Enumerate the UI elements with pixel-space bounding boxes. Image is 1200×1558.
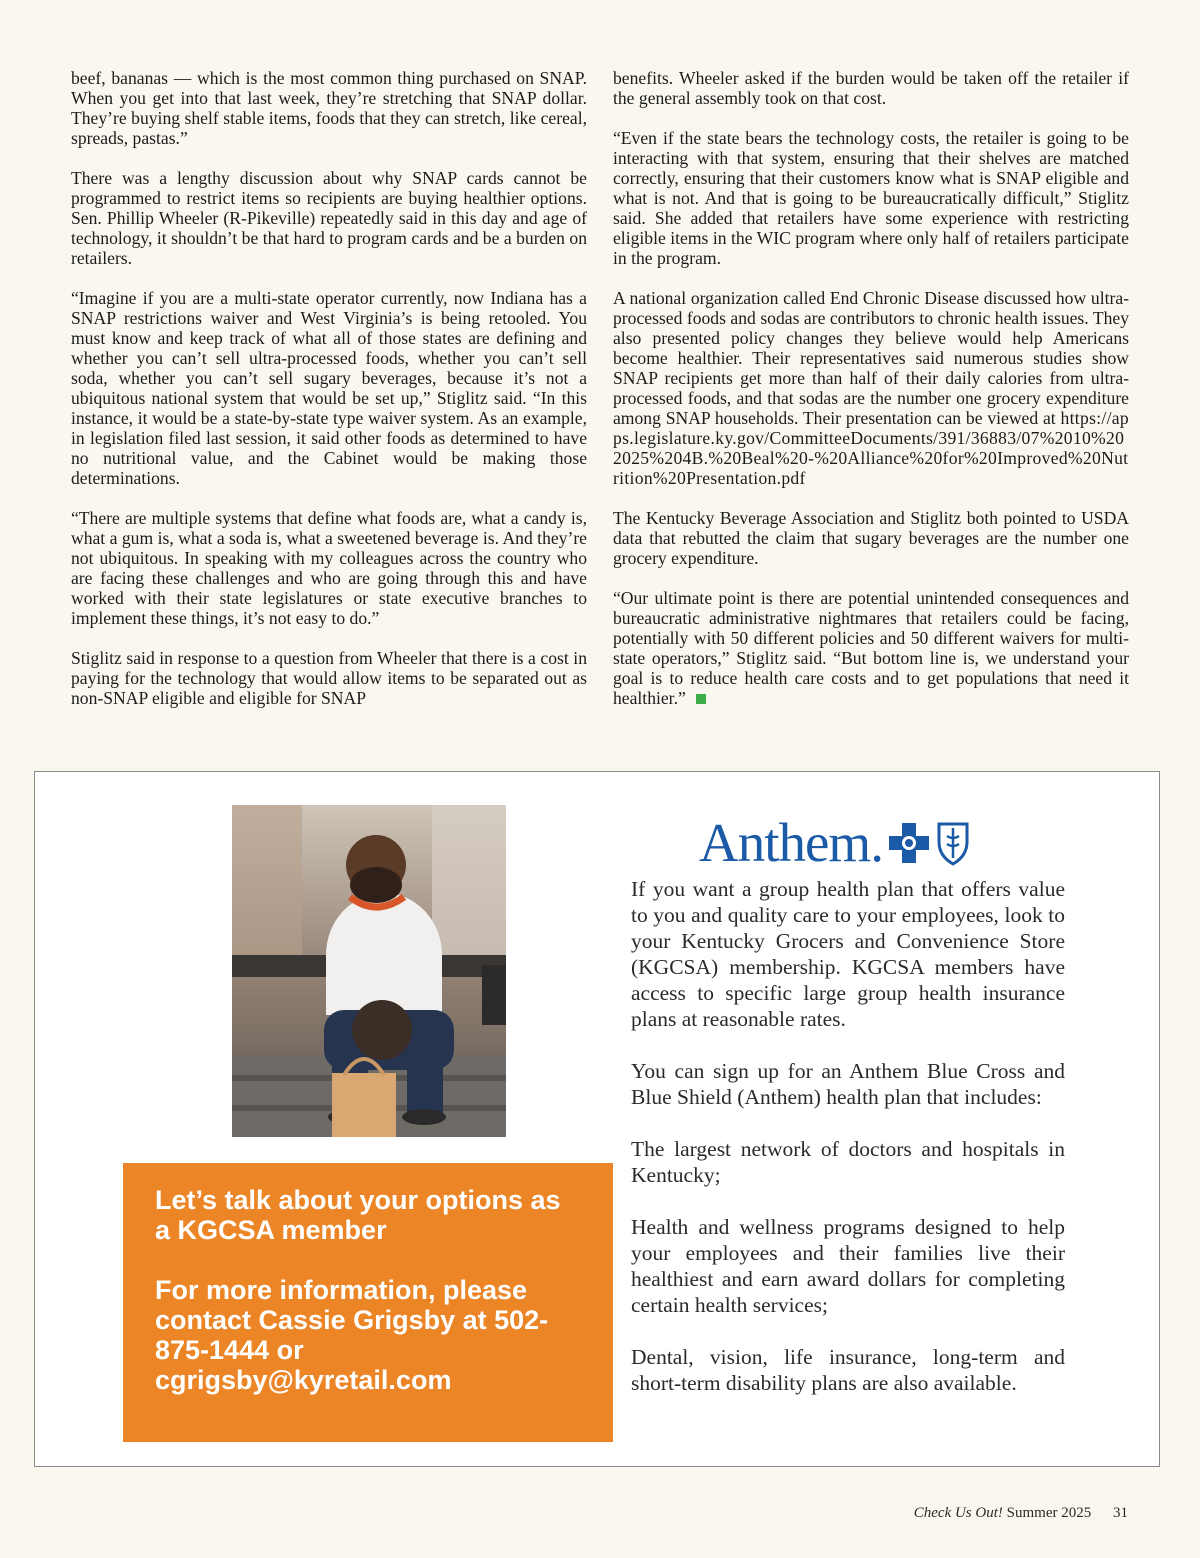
ad-paragraph: Health and wellness programs designed to help your employees and their families live their healthiest and earn award dollars for completing certain health services; — [631, 1215, 1065, 1317]
presentation-link[interactable]: https://apps.legislature.ky.gov/CommitteeDocuments/391/36883/07%2010%202025%204B.%20Beal%20-%20Alliance%20for%20Improved%20Nutrition%20Presentation.pdf — [613, 408, 1129, 488]
photo-illustration — [232, 805, 506, 1137]
blue-cross-icon — [887, 821, 931, 865]
blue-shield-icon — [935, 820, 971, 866]
article-paragraph: The Kentucky Beverage Association and Stiglitz both pointed to USDA data that rebutted the claim that sugary beverages are the number one grocery expenditure. — [613, 508, 1129, 568]
end-of-article-mark — [696, 694, 706, 704]
article-paragraph — [613, 288, 1129, 488]
ad-paragraph: The largest network of doctors and hospitals in Kentucky; — [631, 1137, 1065, 1187]
callout-heading: Let’s talk about your options as a KGCSA member — [155, 1185, 561, 1245]
page-number: 31 — [1113, 1505, 1128, 1521]
contact-callout-box — [123, 1163, 613, 1442]
page-footer — [914, 1505, 1128, 1522]
ad-paragraph: If you want a group health plan that offers value to you and quality care to your employees, look to your Kentucky Grocers and Convenience Store (KGCSA) membership. KGCSA members have access to specific large group health insurance plans at reasonable rates. — [631, 877, 1065, 1031]
article-paragraph: “Even if the state bears the technology costs, the retailer is going to be interacting with that system, ensuring that their shelves are matched correctly, ensuring that their customers know what is SNAP eligible and what is not. And that is going to be bureaucratically difficult,” Stiglitz said. She added that retailers have some experience with restricting eligible items in the WIC program where only half of retailers participate in the program. — [613, 128, 1129, 268]
ad-photo-man-with-shopping-bag — [232, 805, 506, 1137]
ad-paragraph: Dental, vision, life insurance, long-term and short-term disability plans are also available. — [631, 1345, 1065, 1395]
article-paragraph: benefits. Wheeler asked if the burden would be taken off the retailer if the general assembly took on that cost. — [613, 68, 1129, 108]
article-paragraph: There was a lengthy discussion about why SNAP cards cannot be programmed to restrict items so recipients are buying healthier options. Sen. Phillip Wheeler (R-Pikeville) repeatedly said in this day and age of technology, it shouldn’t be that hard to program cards and be a burden on retailers. — [71, 168, 587, 268]
article-paragraph-text: A national organization called End Chronic Disease discussed how ultra-processed foods and sodas are contributors to chronic health issues. They also presented policy changes they believe would help Americans become healthier. Their representatives said numerous studies show SNAP recipients get more than half of their daily calories from ultra-processed foods, and that sodas are the number one grocery expenditure among SNAP households. Their presentation can be viewed at — [613, 288, 1129, 428]
article-paragraph-text: “Our ultimate point is there are potential unintended consequences and bureaucratic administrative nightmares that retailers could be facing, potentially with 50 different policies and 50 different waivers for multi-state operators,” Stiglitz said. “But bottom line is, we understand your goal is to reduce health care costs and to get populations that need it healthier.” — [613, 588, 1129, 708]
article-paragraph: beef, bananas — which is the most common thing purchased on SNAP. When you get into that last week, they’re stretching that SNAP dollar. They’re buying shelf stable items, foods that they can stretch, like cereal, spreads, pastas.” — [71, 68, 587, 148]
ad-paragraph: You can sign up for an Anthem Blue Cross and Blue Shield (Anthem) health plan that includes: — [631, 1059, 1065, 1109]
article-paragraph: Stiglitz said in response to a question from Wheeler that there is a cost in paying for the technology that would allow items to be separated out as non-SNAP eligible and eligible for SNAP — [71, 648, 587, 708]
article-paragraph — [613, 588, 1129, 708]
magazine-name: Check Us Out! — [913, 1505, 1003, 1521]
article-left-column — [71, 68, 587, 708]
article-paragraph: “There are multiple systems that define what foods are, what a candy is, what a gum is, what a soda is, what a sweetened beverage is. And they’re not ubiquitous. In speaking with my colleagues across the country who are facing these challenges and who are going through this and have worked with their state legislatures or state executive branches to implement these things, it’s not easy to do.” — [71, 508, 587, 628]
article-paragraph: “Imagine if you are a multi-state operator currently, now Indiana has a SNAP restrictions waiver and West Virginia’s is being retooled. You must know and keep track of what all of those states are defining and whether you can’t sell ultra-processed foods, whether you can’t sell soda, whether you can’t sell sugary beverages, because it’s not a ubiquitous national system that would be set up,” Stiglitz said. “In this instance, it would be a state-by-state type waiver system. As an example, in legislation filed last session, it said other foods as determined to have no nutritional value, and the Cabinet would be making those determinations. — [71, 288, 587, 488]
anthem-wordmark: Anthem. — [699, 812, 883, 873]
anthem-advertisement — [34, 771, 1160, 1467]
ad-body-text — [631, 876, 1065, 1396]
callout-contact-info: For more information, please contact Cassie Grigsby at 502-875-1444 or cgrigsby@kyretail.com — [155, 1275, 549, 1395]
anthem-logo — [699, 812, 971, 873]
issue-date: Summer 2025 — [1006, 1505, 1092, 1521]
article-right-column — [613, 68, 1129, 708]
